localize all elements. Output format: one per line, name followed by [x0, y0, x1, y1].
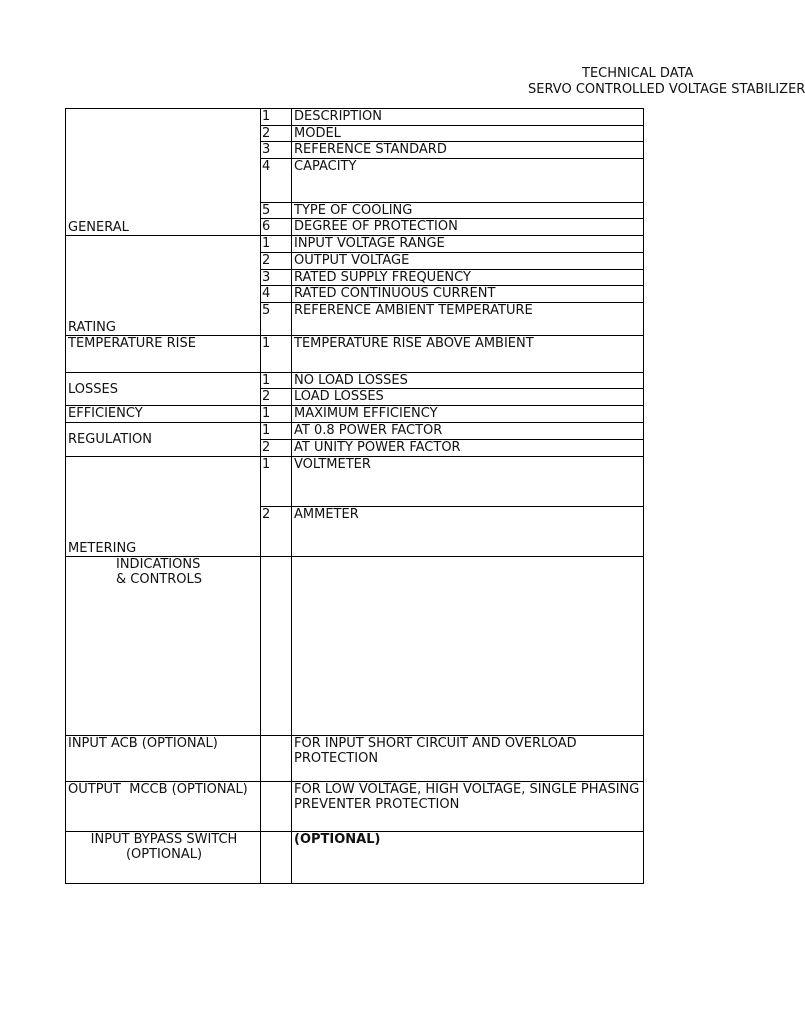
item-number: 1	[261, 373, 292, 389]
item-number: 1	[261, 423, 292, 440]
item-ambient-temperature: REFERENCE AMBIENT TEMPERATURE	[292, 303, 644, 336]
item-voltmeter: VOLTMETER	[292, 457, 644, 507]
table-row	[66, 336, 644, 373]
item-number: 5	[261, 303, 292, 336]
table-row	[66, 406, 644, 423]
spec-table	[65, 108, 644, 884]
section-label-efficiency: EFFICIENCY	[66, 406, 261, 423]
item-number: 5	[261, 203, 292, 219]
section-label-temperature-rise: TEMPERATURE RISE	[66, 336, 261, 373]
indications-line2: & CONTROLS	[116, 572, 203, 587]
section-label-metering: METERING	[66, 457, 261, 557]
table-row	[66, 782, 644, 832]
item-number: 4	[261, 159, 292, 203]
item-number: 6	[261, 219, 292, 236]
table-row	[66, 557, 644, 736]
empty-cell	[292, 557, 644, 736]
item-maximum-efficiency: MAXIMUM EFFICIENCY	[292, 406, 644, 423]
item-temperature-rise: TEMPERATURE RISE ABOVE AMBIENT	[292, 336, 644, 373]
item-number: 4	[261, 286, 292, 303]
item-no-load-losses: NO LOAD LOSSES	[292, 373, 644, 389]
input-bypass-line1: INPUT BYPASS SWITCH	[90, 832, 238, 847]
item-number: 1	[261, 457, 292, 507]
item-number: 1	[261, 109, 292, 126]
empty-cell	[261, 782, 292, 832]
table-row	[66, 373, 644, 389]
section-label-rating: RATING	[66, 236, 261, 336]
section-label-losses: LOSSES	[66, 373, 261, 406]
item-number: 3	[261, 142, 292, 159]
item-number: 2	[261, 440, 292, 457]
table-row	[66, 457, 644, 507]
item-frequency: RATED SUPPLY FREQUENCY	[292, 270, 644, 286]
section-label-indications	[66, 557, 261, 736]
table-row	[66, 423, 644, 440]
empty-cell	[261, 736, 292, 782]
input-bypass-line2: (OPTIONAL)	[125, 847, 203, 862]
indications-line1: INDICATIONS	[116, 557, 201, 572]
input-bypass-description: (OPTIONAL)	[292, 832, 644, 884]
item-current: RATED CONTINUOUS CURRENT	[292, 286, 644, 303]
empty-cell	[261, 557, 292, 736]
document-subtitle: SERVO CONTROLLED VOLTAGE STABILIZER	[528, 82, 805, 97]
item-ammeter: AMMETER	[292, 507, 644, 557]
item-protection-degree: DEGREE OF PROTECTION	[292, 219, 644, 236]
item-number: 2	[261, 253, 292, 270]
item-number: 1	[261, 406, 292, 423]
section-label-regulation: REGULATION	[66, 423, 261, 457]
item-number: 1	[261, 336, 292, 373]
item-number: 2	[261, 126, 292, 142]
item-power-factor-08: AT 0.8 POWER FACTOR	[292, 423, 644, 440]
empty-cell	[261, 832, 292, 884]
section-label-input-bypass	[66, 832, 261, 884]
item-description: DESCRIPTION	[292, 109, 644, 126]
output-mccb-description: FOR LOW VOLTAGE, HIGH VOLTAGE, SINGLE PHASING PREVENTER PROTECTION	[292, 782, 644, 832]
item-input-voltage: INPUT VOLTAGE RANGE	[292, 236, 644, 253]
item-number: 2	[261, 507, 292, 557]
item-reference-standard: REFERENCE STANDARD	[292, 142, 644, 159]
section-label-general: GENERAL	[66, 109, 261, 236]
document-title: TECHNICAL DATA	[582, 66, 694, 81]
item-number: 3	[261, 270, 292, 286]
table-row	[66, 236, 644, 253]
table-row	[66, 109, 644, 126]
item-output-voltage: OUTPUT VOLTAGE	[292, 253, 644, 270]
item-cooling: TYPE OF COOLING	[292, 203, 644, 219]
item-number: 1	[261, 236, 292, 253]
table-row	[66, 736, 644, 782]
input-acb-description: FOR INPUT SHORT CIRCUIT AND OVERLOAD PROTECTION	[292, 736, 644, 782]
section-label-input-acb: INPUT ACB (OPTIONAL)	[66, 736, 261, 782]
document-header	[0, 0, 805, 120]
section-label-output-mccb: OUTPUT MCCB (OPTIONAL)	[66, 782, 261, 832]
table-row	[66, 832, 644, 884]
item-load-losses: LOAD LOSSES	[292, 389, 644, 406]
item-capacity: CAPACITY	[292, 159, 644, 203]
item-number: 2	[261, 389, 292, 406]
item-model: MODEL	[292, 126, 644, 142]
item-unity-power-factor: AT UNITY POWER FACTOR	[292, 440, 644, 457]
